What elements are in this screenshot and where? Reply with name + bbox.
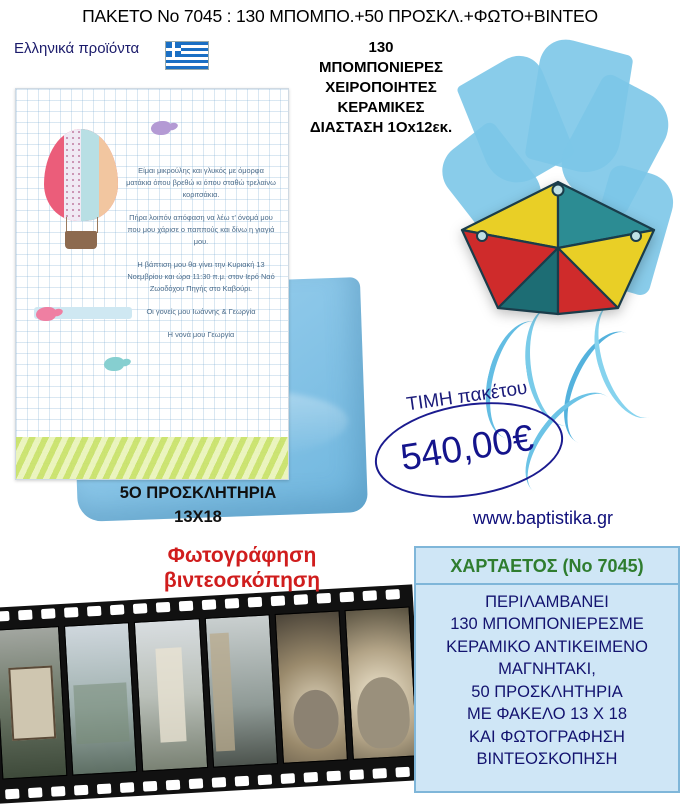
film-frame	[274, 610, 347, 763]
film-frames	[0, 606, 422, 779]
film-perforation	[5, 789, 20, 800]
film-perforation	[202, 599, 217, 610]
package-info-line: 130 ΜΠΟΜΠΟΝΙΕΡΕΣΜΕ	[450, 615, 644, 634]
film-perforation	[166, 780, 181, 791]
film-perforation	[281, 773, 296, 784]
bomboniere-desc-line: ΜΠΟΜΠΟΝΙΕΡΕΣ	[318, 58, 443, 76]
invitation-caption	[78, 482, 318, 530]
film-perforation	[317, 593, 332, 604]
photo-heading-line2: βιντεοσκόπηση	[163, 568, 321, 592]
film-perforation	[41, 608, 56, 619]
film-perforation	[0, 611, 10, 622]
bomboniere-desc-line: 130	[368, 39, 394, 56]
film-perforation	[349, 769, 364, 780]
invitation-caption-line2: 13Χ18	[174, 507, 222, 526]
film-perforation	[385, 589, 400, 600]
film-perforation	[74, 785, 89, 796]
film-perforation	[258, 774, 273, 785]
invitation-paragraph: Πήρα λοιπόν απόφαση να λέω τ' όνομά μου που μου χάρισε ο παππούς και δίνω η γιαγιά μου.	[127, 212, 275, 246]
film-perforation	[110, 604, 125, 615]
film-perforation	[372, 768, 387, 779]
package-info-line: ΜΕ ΦΑΚΕΛΟ 13 Χ 18	[466, 705, 627, 724]
film-frame	[134, 618, 207, 771]
bird-icon	[151, 121, 177, 137]
film-perforation	[304, 772, 319, 783]
photo-heading-line1: Φωτογράφηση	[167, 544, 317, 567]
balloon-envelope	[44, 129, 118, 221]
invitation-paragraph: Η βάπτιση μου θα γίνει την Κυριακή 13 Νοεμβρίου και ώρα 11:30 π.μ. στον Ιερό Ναό Ζωοδόχου Πηγής στο Καβούρι.	[127, 259, 275, 293]
film-perforation	[212, 777, 227, 788]
film-perforation	[248, 597, 263, 608]
film-perforation	[235, 776, 250, 787]
film-perforation	[395, 767, 410, 778]
package-info-line: ΒΙΝΤΕΟΣΚΟΠΗΣΗ	[476, 750, 618, 769]
divider	[416, 583, 678, 585]
price-label: ΤΙΜΗ πακέτου	[405, 377, 529, 416]
balloon-basket	[65, 231, 97, 249]
package-info-line: ΜΑΓΝΗΤΑΚΙ,	[498, 660, 596, 679]
film-perforation	[179, 601, 194, 612]
photo-video-heading	[108, 544, 376, 594]
greek-products-label: Ελληνικά προϊόντα	[14, 40, 140, 57]
film-perforation	[271, 595, 286, 606]
film-frame	[64, 622, 137, 775]
invitation-card	[15, 88, 289, 480]
film-perforation	[327, 771, 342, 782]
invitation-paragraph: Είμαι μικρούλης και γλυκός με όμορφα ματάκια όπου βρεθώ κι όπου σταθώ τρελαίνω κοριτσάκια.	[126, 166, 276, 199]
page-title: ΠΑΚΕΤΟ Νο 7045 : 130 ΜΠΟΜΠΟ.+50 ΠΡΟΣΚΛ.+ΦΩΤΟ+ΒΙΝΤΕΟ	[82, 6, 598, 26]
bomboniere-description	[286, 38, 476, 138]
package-info-lines	[416, 591, 678, 771]
balloon-dots	[64, 129, 81, 221]
film-frame	[204, 614, 277, 767]
film-perforation	[87, 606, 102, 617]
bomboniere-desc-line: ΚΕΡΑΜΙΚΕΣ	[337, 98, 425, 116]
ceramic-umbrella-icon	[452, 176, 664, 318]
package-info-line: ΚΑΙ ΦΩΤΟΓΡΑΦΗΣΗ	[469, 727, 625, 746]
film-perforation	[18, 610, 33, 621]
price-value: 540,00€	[397, 416, 537, 479]
hot-air-balloon-icon	[44, 129, 118, 225]
package-info-line: 50 ΠΡΟΣΚΛΗΤΗΡΙΑ	[471, 682, 623, 701]
grass-decoration	[16, 437, 288, 479]
bird-icon	[104, 357, 130, 373]
balloon-panel	[81, 129, 99, 221]
package-info-line: ΚΕΡΑΜΙΚΟ ΑΝΤΙΚΕΙΜΕΝΟ	[446, 637, 648, 656]
film-perforation	[294, 594, 309, 605]
invitation-paragraph: Οι γονείς μου Ιωάννης & Γεωργία	[146, 306, 256, 316]
film-frame	[0, 626, 68, 779]
bird-icon	[36, 307, 62, 323]
film-strip	[0, 584, 423, 803]
flag-cross-horizontal	[166, 48, 181, 51]
balloon-panel	[99, 129, 118, 221]
film-perforation	[189, 778, 204, 789]
film-perforation	[133, 603, 148, 614]
film-perforation	[225, 598, 240, 609]
film-perforation	[143, 781, 158, 792]
package-info-line: ΠΕΡΙΛΑΜΒΑΝΕΙ	[485, 593, 609, 611]
bomboniere-desc-line: ΔΙΑΣΤΑΣΗ 1Οx12εκ.	[309, 118, 453, 136]
package-info-title: ΧΑΡΤΑΕΤΟΣ (Νο 7045)	[450, 556, 644, 576]
film-perforation	[51, 786, 66, 797]
film-frame	[344, 607, 417, 760]
film-perforation	[156, 602, 171, 613]
invitation-caption-line1: 5Ο ΠΡΟΣΚΛΗΤΗΡΙΑ	[119, 484, 277, 502]
greek-flag-icon	[165, 41, 209, 70]
website-url[interactable]: www.baptistika.gr	[472, 508, 614, 528]
invitation-paragraph: Η νονά μου Γεωργία	[167, 329, 235, 339]
film-perforation	[120, 782, 135, 793]
package-info-panel	[414, 546, 680, 793]
invitation-text	[126, 165, 276, 352]
film-perforation	[64, 607, 79, 618]
bomboniere-desc-line: ΧΕΙΡΟΠΟΙΗΤΕΣ	[325, 78, 437, 96]
